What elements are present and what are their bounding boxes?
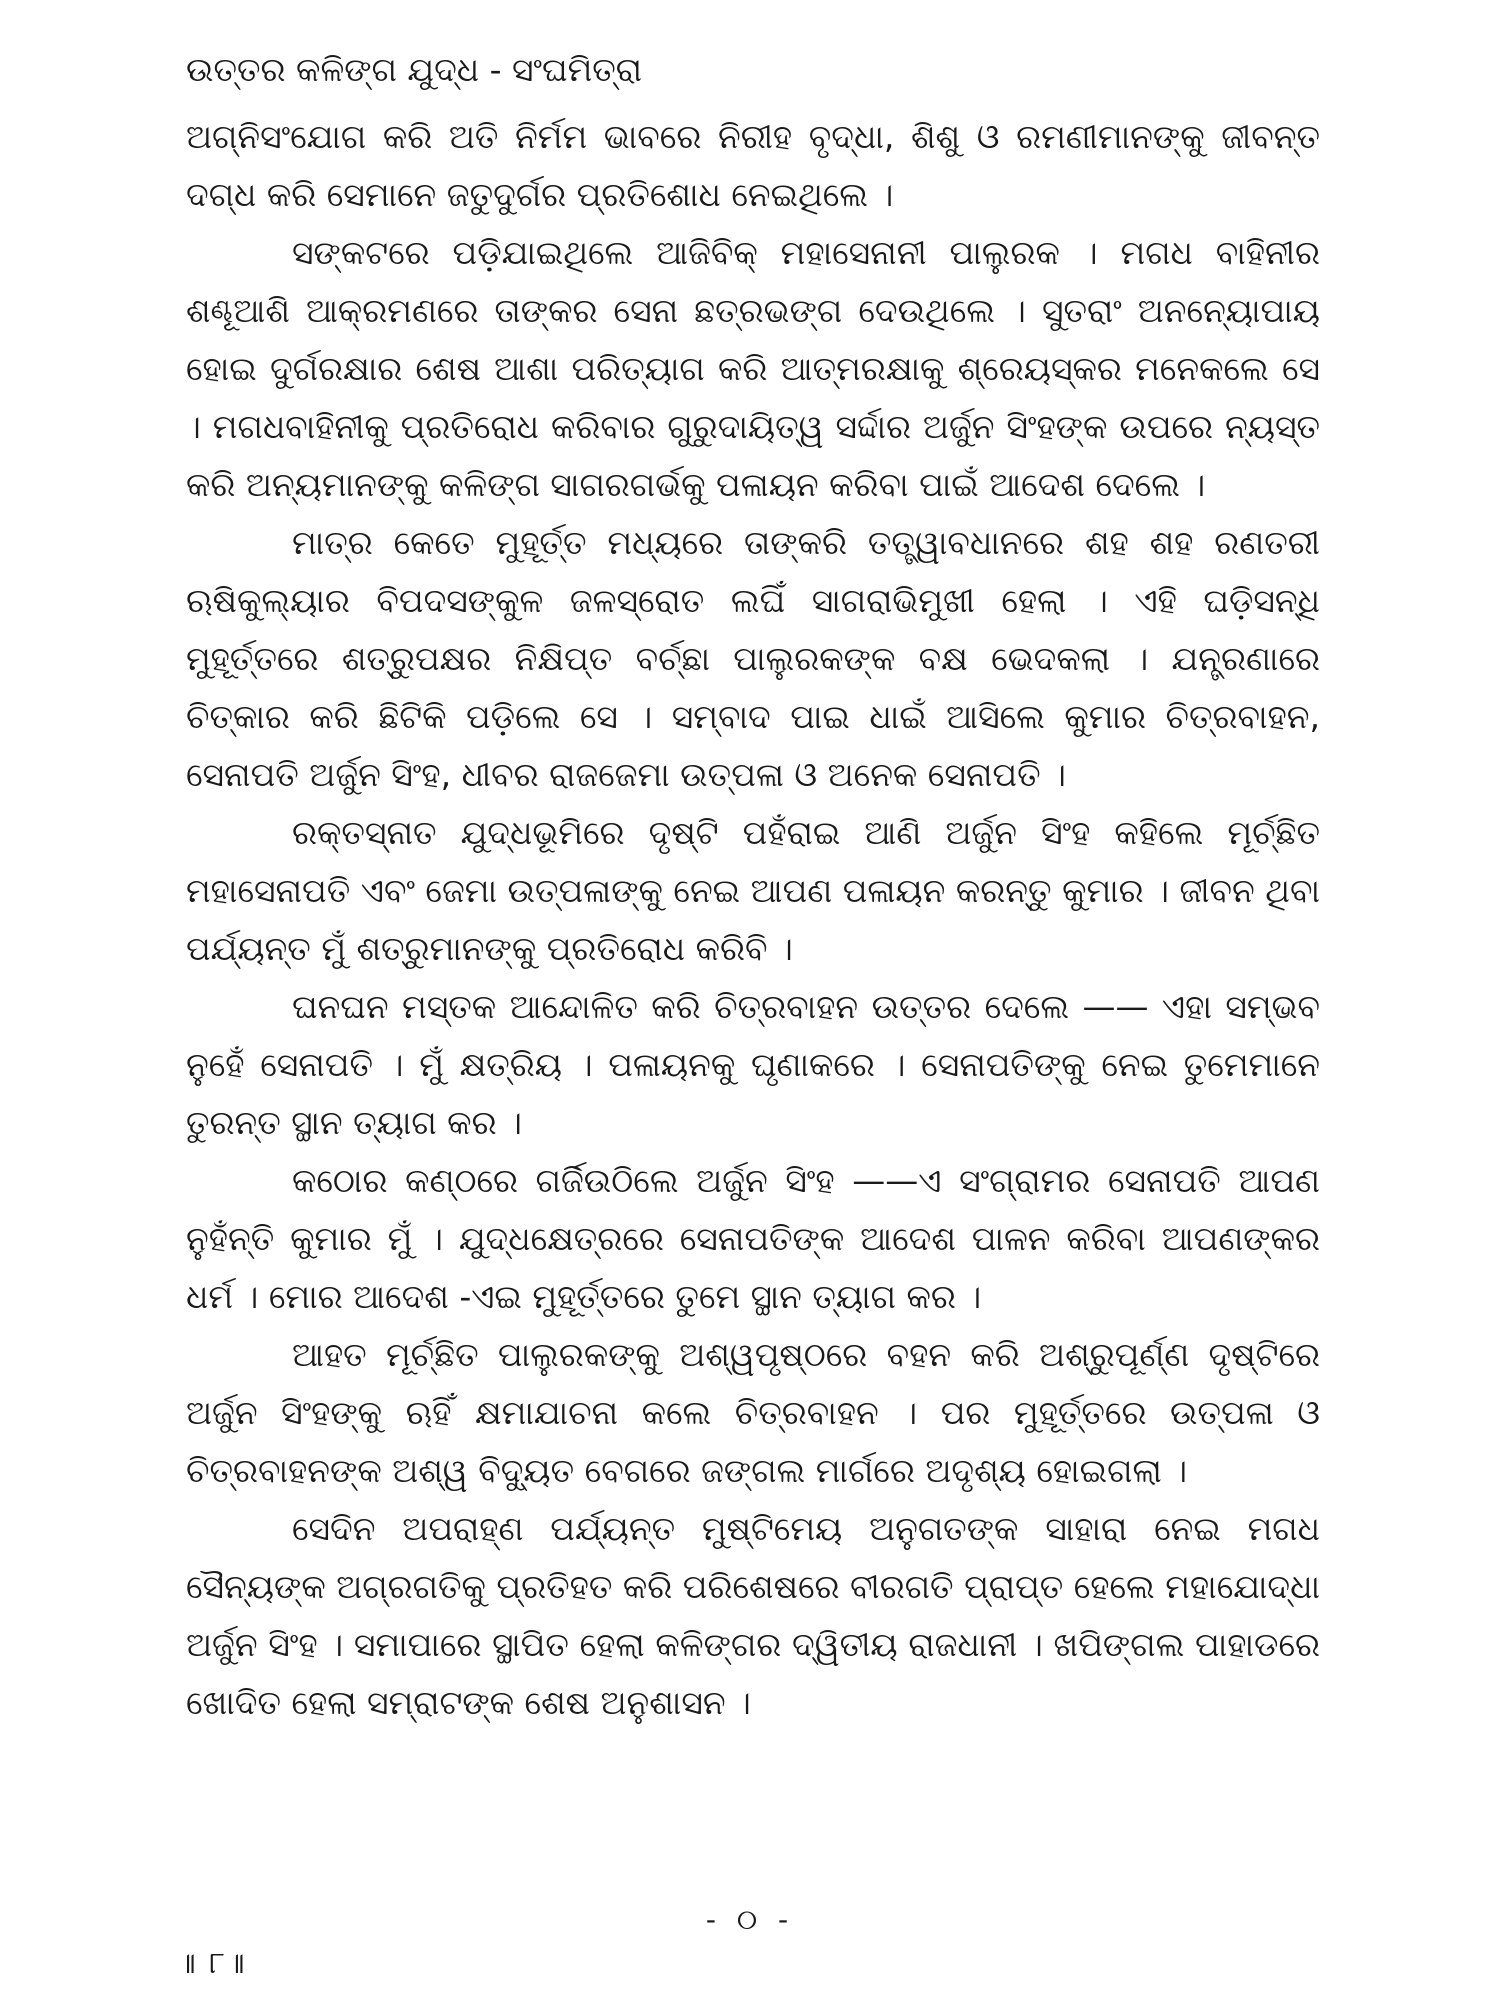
- page-number: ॥ ୮॥: [178, 1946, 247, 1981]
- paragraph: କଠୋର କଣ୍ଠରେ ଗର୍ଜିଉଠିଲେ ଅର୍ଜୁନ ସିଂହ ——ଏ ସଂଗ୍ରାମର ସେନାପତି ଆପଣ ନୁହଁନ୍ତି କୁମାର ମୁଁ । ଯୁଦ୍ଧକ୍ଷେତ୍ରରେ ସେନାପତିଙ୍କ ଆଦେଶ ପାଳନ କରିବା ଆପଣଙ୍କର ଧର୍ମ । ମୋର ଆଦେଶ -ଏଇ ମୁହୂର୍ତ୍ତରେ ତୁମେ ସ୍ଥାନ ତ୍ୟାଗ କର ।: [186, 1161, 1320, 1316]
- section-end-divider: - ୦ -: [705, 1903, 795, 1936]
- paragraph: ଅଗ୍ନିସଂଯୋଗ କରି ଅତି ନିର୍ମମ ଭାବରେ ନିରୀହ ବୃଦ୍ଧା, ଶିଶୁ ଓ ରମଣୀମାନଙ୍କୁ ଜୀବନ୍ତ ଦଗ୍ଧ କରି ସେମାନେ ଜତୁଦୁର୍ଗର ପ୍ରତିଶୋଧ ନେଇଥିଲେ ।: [186, 117, 1320, 214]
- paragraph: ରକ୍ତସ୍ନାତ ଯୁଦ୍ଧଭୂମିରେ ଦୃଷ୍ଟି ପହଁରାଇ ଆଣି ଅର୍ଜୁନ ସିଂହ କହିଲେ ମୂର୍ଚ୍ଛିତ ମହାସେନାପତି ଏବଂ ଜେମା ଉତ୍ପଳାଙ୍କୁ ନେଇ ଆପଣ ପଳାୟନ କରନ୍ତୁ କୁମାର । ଜୀବନ ଥିବା ପର୍ଯ୍ୟନ୍ତ ମୁଁ ଶତ୍ରୁମାନଙ୍କୁ ପ୍ରତିରୋଧ କରିବି ।: [186, 813, 1320, 968]
- paragraph: ସଙ୍କଟରେ ପଡ଼ିଯାଇଥିଲେ ଆଜିବିକ୍ ମହାସେନାନୀ ପାଲୁରକ । ମଗଧ ବାହିନୀର ଶଣ୍ଢୂଆଶି ଆକ୍ରମଣରେ ତାଙ୍କର ସେନା ଛତ୍ରଭଙ୍ଗ ଦେଉଥିଲେ । ସୁତରାଂ ଅନନ୍ୟୋପାୟ ହୋଇ ଦୁର୍ଗରକ୍ଷାର ଶେଷ ଆଶା ପରିତ୍ୟାଗ କରି ଆତ୍ମରକ୍ଷାକୁ ଶ୍ରେୟସ୍କର ମନେକଲେ ସେ । ମଗଧବାହିନୀକୁ ପ୍ରତିରୋଧ କରିବାର ଗୁରୁଦାୟିତ୍ୱ ସର୍ଦ୍ଦାର ଅର୍ଜୁନ ସିଂହଙ୍କ ଉପରେ ନ୍ୟସ୍ତ କରି ଅନ୍ୟମାନଙ୍କୁ କଳିଙ୍ଗ ସାଗରଗର୍ଭକୁ ପଳାୟନ କରିବା ପାଇଁ ଆଦେଶ ଦେଲେ ।: [186, 233, 1320, 504]
- paragraph: ଆହତ ମୂର୍ଚ୍ଛିତ ପାଲୁରକଙ୍କୁ ଅଶ୍ୱପୃଷ୍ଠରେ ବହନ କରି ଅଶ୍ରୁପୂର୍ଣ୍ଣ ଦୃଷ୍ଟିରେ ଅର୍ଜୁନ ସିଂହଙ୍କୁ ଋହିଁ କ୍ଷମାଯାଚନା କଲେ ଚିତ୍ରବାହନ । ପର ମୁହୂର୍ତ୍ତରେ ଉତ୍ପଳା ଓ ଚିତ୍ରବାହନଙ୍କ ଅଶ୍ୱ ବିଦ୍ୟୁତ ବେଗରେ ଜଙ୍ଗଲ ମାର୍ଗରେ ଅଦୃଶ୍ୟ ହୋଇଗଲା ।: [186, 1335, 1320, 1490]
- running-title: ଉତ୍ତର କଳିଙ୍ଗ ଯୁଦ୍ଧ - ସଂଘମିତ୍ରା: [186, 50, 643, 89]
- paragraph: ଘନଘନ ମସ୍ତକ ଆନ୍ଦୋଳିତ କରି ଚିତ୍ରବାହନ ଉତ୍ତର ଦେଲେ —— ଏହା ସମ୍ଭବ ନୁହେଁ ସେନାପତି । ମୁଁ କ୍ଷତ୍ରିୟ । ପଳାୟନକୁ ଘୃଣାକରେ । ସେନାପତିଙ୍କୁ ନେଇ ତୁମେମାନେ ତୁରନ୍ତ ସ୍ଥାନ ତ୍ୟାଗ କର ।: [186, 987, 1320, 1142]
- paragraph: ସେଦିନ ଅପରାହ୍ଣ ପର୍ଯ୍ୟନ୍ତ ମୁଷ୍ଟିମେୟ ଅନୁଗତଙ୍କ ସାହାରା ନେଇ ମଗଧ ସୈନ୍ୟଙ୍କ ଅଗ୍ରଗତିକୁ ପ୍ରତିହତ କରି ପରିଶେଷରେ ବୀରଗତି ପ୍ରାପ୍ତ ହେଲେ ମହାଯୋଦ୍ଧା ଅର୍ଜୁନ ସିଂହ । ସମାପାରେ ସ୍ଥାପିତ ହେଲା କଳିଙ୍ଗର ଦ୍ୱିତୀୟ ରାଜଧାନୀ । ଖପିଙ୍ଗଲ ପାହାଡରେ ଖୋଦିତ ହେଲା ସମ୍ରାଟଙ୍କ ଶେଷ ଅନୁଶାସନ ।: [186, 1509, 1320, 1722]
- paragraph: ମାତ୍ର କେତେ ମୁହୂର୍ତ୍ତ ମଧ୍ୟରେ ତାଙ୍କରି ତତ୍ତ୍ୱାବଧାନରେ ଶହ ଶହ ରଣତରୀ ଋଷିକୁଲ୍ୟାର ବିପଦସଙ୍କୁଳ ଜଳସ୍ରୋତ ଲଘିଁ ସାଗରାଭିମୁଖୀ ହେଲା । ଏହି ଘଡ଼ିସନ୍ଧି ମୁହୂର୍ତ୍ତରେ ଶତ୍ରୁପକ୍ଷର ନିକ୍ଷିପ୍ତ ବର୍ଚ୍ଛା ପାଲୁରକଙ୍କ ବକ୍ଷ ଭେଦକଲା । ଯନ୍ତ୍ରଣାରେ ଚିତ୍କାର କରି ଛିଟିକି ପଡ଼ିଲେ ସେ । ସମ୍ବାଦ ପାଇ ଧାଇଁ ଆସିଲେ କୁମାର ଚିତ୍ରବାହନ, ସେନାପତି ଅର୍ଜୁନ ସିଂହ, ଧୀବର ରାଜଜେମା ଉତ୍ପଳା ଓ ଅନେକ ସେନାପତି ।: [186, 523, 1320, 794]
- body-text: [186, 108, 1320, 1732]
